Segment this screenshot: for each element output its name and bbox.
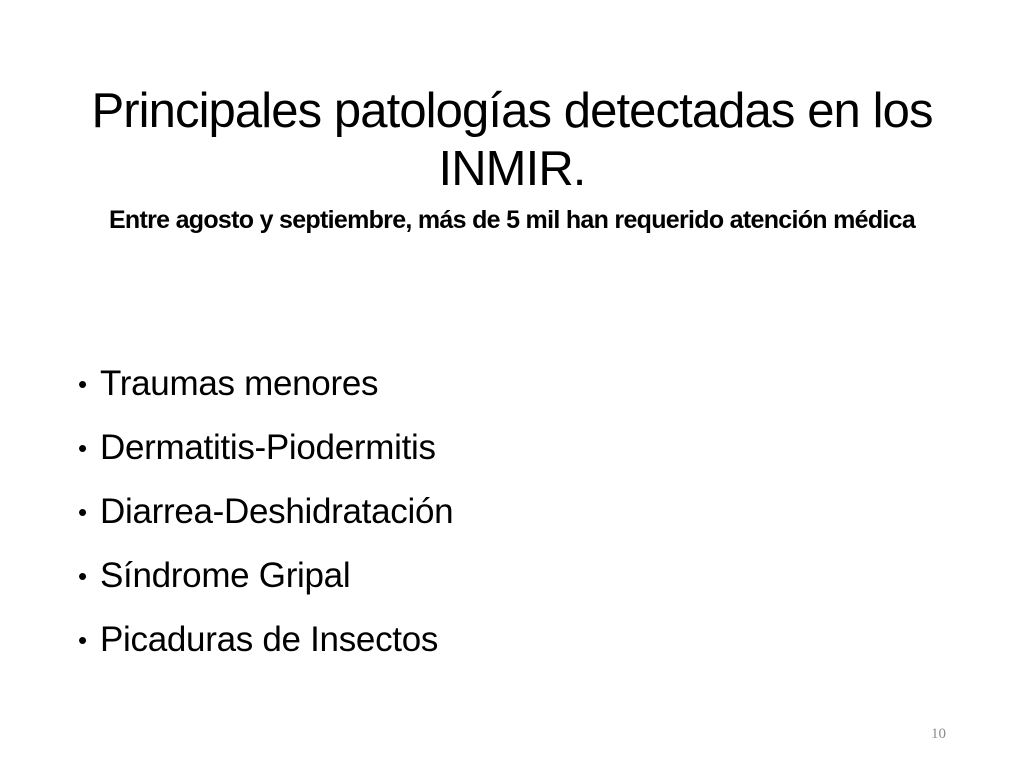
bullet-item — [78, 416, 453, 480]
bullet-list — [78, 352, 453, 672]
page-number: 10 — [931, 726, 946, 742]
bullet-text: Picaduras de Insectos — [100, 620, 439, 659]
bullet-text: Síndrome Gripal — [100, 556, 351, 595]
bullet-text: Dermatitis-Piodermitis — [100, 428, 436, 467]
slide-title: Principales patologías detectadas en los INMIR. — [91, 84, 933, 196]
bullet-icon: • — [78, 561, 87, 591]
bullet-item — [78, 480, 453, 544]
slide-subtitle: Entre agosto y septiembre, más de 5 mil han requerido atención médica — [108, 206, 916, 234]
bullet-item — [78, 608, 453, 672]
bullet-text: Diarrea-Deshidratación — [100, 492, 454, 531]
bullet-text: Traumas menores — [100, 364, 379, 403]
title-block — [70, 82, 954, 236]
bullet-icon: • — [78, 625, 87, 655]
bullet-item — [78, 544, 453, 608]
bullet-icon: • — [78, 433, 87, 463]
bullet-item — [78, 352, 453, 416]
bullet-icon: • — [78, 497, 87, 527]
bullet-icon: • — [78, 369, 87, 399]
